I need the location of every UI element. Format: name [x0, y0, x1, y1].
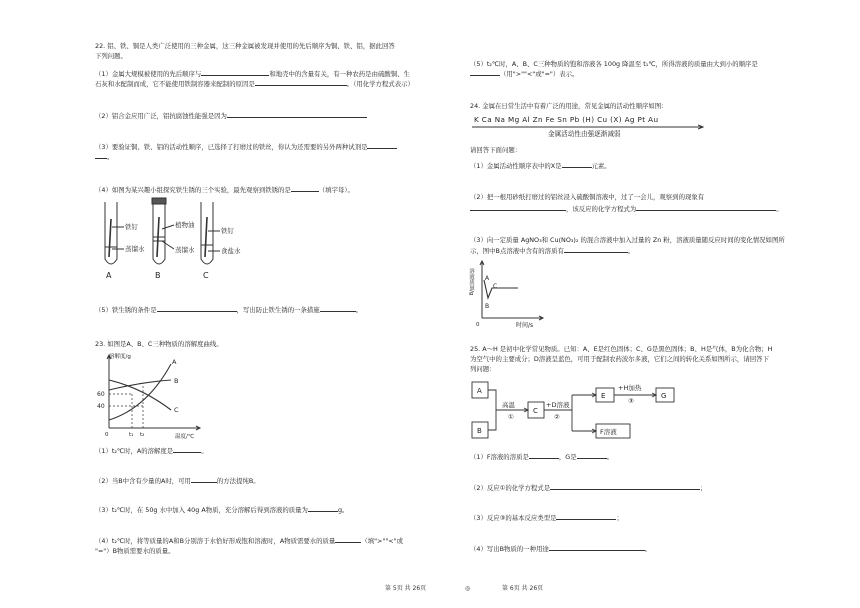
label-oil-b: 植物油	[175, 221, 195, 229]
tick-40: 40	[97, 403, 105, 410]
graph-origin: 0	[476, 322, 480, 328]
page-number-right: 第 6页 共 26页	[502, 585, 544, 592]
graph-xlabel: 时间/s	[516, 322, 534, 329]
activity-series: K Ca Na Mg Al Zn Fe Sn Pb (H) Cu (X) Ag Pt Au	[474, 115, 659, 124]
answer-blank[interactable]	[549, 545, 645, 551]
q25-intro-line1: 25. A～H 是初中化学常见物质。已知：A、E是红色固体；C、G是黑色固体；B、H是气体，B为化合物；H	[470, 345, 773, 353]
tick-origin: 0	[105, 432, 109, 438]
q22-part1-line1: （1）金属大规模被使用的先后顺序与 和地壳中的含量有关，有一种农药是由硫酸铜、生	[95, 70, 410, 78]
label-brine-c: 食盐水	[221, 247, 241, 255]
q22-part2: （2）铝合金应用广泛，铝抗腐蚀性能强是因为	[95, 112, 367, 120]
answer-blank[interactable]	[201, 70, 269, 76]
conversion-diagram	[472, 382, 692, 440]
answer-blank[interactable]	[550, 484, 700, 490]
page-number-left: 第 5页 共 26页	[385, 585, 427, 592]
label-a: A	[106, 271, 112, 280]
label-step2: ②	[554, 413, 560, 421]
answer-blank[interactable]	[173, 447, 201, 453]
curve-label-b: B	[174, 377, 179, 385]
label-water-a: 蒸馏水	[125, 245, 145, 253]
q23-part5-line1: （5）t₂℃时，A、B、C三种物质的饱和溶液各 100g 降温至 t₁℃，所得溶液的质量由大到小的顺序是	[470, 60, 758, 68]
q22-part3-line2: 。	[95, 153, 113, 161]
q23-part1: （1）t₂℃时，A的溶解度是 。	[95, 447, 208, 455]
answer-blank[interactable]	[320, 306, 356, 312]
stopper-b	[152, 198, 166, 204]
q24-part2-line2: ，该反应的化学方程式为 。	[470, 205, 783, 213]
chart-xlabel: 温度/℃	[175, 434, 195, 440]
q24-part3-line2: 示，图中B点溶液中含有的溶质有 。	[470, 247, 635, 255]
node-c: C	[533, 407, 538, 415]
answer-blank[interactable]	[227, 112, 367, 118]
label-plus-d: +D溶液	[546, 401, 570, 409]
answer-blank[interactable]	[470, 205, 566, 211]
mass-time-graph	[470, 258, 550, 328]
graph-ylabel: 溶液质量/g	[468, 268, 474, 296]
node-f: F溶液	[600, 428, 617, 436]
q22-part3-line1: （3）要验证铜、铁、铝的活动性顺序，已选择了打磨过的铁丝，你认为还需要的另外两种试剂是	[95, 143, 397, 151]
q24-part1: （1）金属活动性顺序表中的X是 元素。	[470, 162, 611, 170]
curve-label-c: C	[174, 406, 179, 414]
tick-60: 60	[97, 391, 105, 398]
activity-arrow	[470, 125, 710, 141]
q22-part4: （4）如图为某兴趣小组探究铁生锈的三个实验，最先观察到铁锈的是 （填字母）。	[95, 186, 354, 194]
label-step1: ①	[508, 413, 514, 421]
q25-intro-line3: 列问题：	[470, 365, 496, 373]
label-plus-h: +H加热	[618, 384, 642, 392]
answer-blank[interactable]	[367, 143, 397, 149]
answer-blank[interactable]	[636, 205, 776, 211]
answer-blank[interactable]	[308, 506, 338, 512]
answer-blank[interactable]	[191, 477, 217, 483]
answer-blank[interactable]	[577, 453, 607, 459]
point-c: C	[493, 283, 498, 290]
label-b: B	[155, 271, 161, 280]
activity-arrow-label: 金属活动性由强逐渐减弱	[548, 130, 621, 138]
q23-part5-line2: （用">""<"或"="）表示。	[470, 70, 578, 78]
q22-part5: （5）铁生锈的条件是 ，写出防止铁生锈的一条措施 。	[95, 306, 363, 314]
q23-part4-line1: （4）t₂℃时，将等质量的A和B分别溶于水恰好形成饱和溶液时，A物质需要水的质量 （填">""<"或	[95, 537, 403, 545]
answer-blank[interactable]	[335, 537, 361, 543]
q25-part1: （1）F溶液的溶质是 ，G是 。	[470, 453, 613, 461]
solubility-chart	[97, 350, 207, 440]
curve-label-a: A	[172, 358, 177, 366]
answer-blank[interactable]	[157, 306, 237, 312]
label-high-temp: 高温	[502, 401, 515, 409]
curve-a	[109, 364, 171, 420]
tick-t2: t₂	[140, 432, 145, 438]
answer-blank[interactable]	[562, 162, 592, 168]
q23-part3: （3）t₂℃时，在 50g 水中加入 40g A物质，充分溶解后得到溶液的质量为 g。	[95, 506, 349, 514]
point-a: A	[485, 275, 490, 282]
answer-blank[interactable]	[291, 186, 319, 192]
q24-part2-line1: （2）把一根用砂纸打磨过的铝丝浸入硫酸铜溶液中，过了一会儿，观察到的现象有	[470, 193, 705, 201]
q24-intro: 24. 金属在日常生活中有着广泛的用途，常见金属的活动性顺序如图：	[470, 102, 668, 110]
answer-blank[interactable]	[95, 153, 107, 159]
test-tube-figure	[100, 197, 260, 282]
mass-curve	[484, 280, 518, 298]
node-a: A	[477, 387, 482, 395]
label-iron-nail-a: 铁钉	[125, 223, 138, 231]
label-iron-nail-c: 铁钉	[221, 227, 234, 235]
node-e: E	[601, 392, 606, 400]
q23-part2: （2）当B中含有少量的A时，可用 的方法提纯B。	[95, 477, 260, 485]
answer-blank[interactable]	[556, 514, 616, 520]
q25-part2: （2）反应①的化学方程式是 ；	[470, 484, 707, 492]
curve-b	[109, 380, 171, 390]
point-b: B	[485, 303, 490, 310]
label-c: C	[203, 271, 209, 280]
nail-b	[157, 217, 159, 257]
chart-ylabel: 溶解度/g	[109, 354, 131, 360]
answer-blank[interactable]	[255, 80, 347, 86]
label-water-b: 蒸馏水	[175, 246, 195, 254]
q25-part3: （3）反应③的基本反应类型是 ；	[470, 514, 623, 522]
page-divider-mark: ◎	[465, 585, 471, 592]
node-b: B	[477, 427, 482, 435]
label-step3: ③	[628, 397, 634, 405]
tick-t1: t₁	[129, 432, 134, 438]
q24-part3-line1: （3）向一定质量 AgNO₃和 Cu(NO₃)₂ 的混合溶液中加入过量的 Zn 粉，溶液质量随反应时间的变化情况如图所	[470, 236, 785, 244]
node-g: G	[661, 392, 667, 400]
curve-c	[109, 380, 171, 410]
answer-blank[interactable]	[529, 453, 559, 459]
q24-prompt: 请回答下面问题：	[470, 146, 522, 154]
q22-intro-line2: 下列问题。	[95, 52, 127, 60]
q22-intro-line1: 22. 铝、铁、铜是人类广泛使用的三种金属，这三种金属被发现并使用的先后顺序为铜、铁、铝，据此回答	[95, 42, 395, 50]
q23-part4-line2: "="）B物质需要水的质量。	[95, 547, 175, 555]
q23-intro: 23. 如图是A、B、C三种物质的溶解度曲线。	[95, 340, 223, 348]
answer-blank[interactable]	[470, 70, 500, 76]
q22-part1-line2: 石灰和水配制而成，它不能使用铁制容器来配制的原因是 。（用化学方程式表示）	[95, 80, 414, 88]
q25-intro-line2: 为空气中的主要成分；D溶液呈蓝色，可用于配制农药波尔多液，它们之间的转化关系如图所示，请回答下	[470, 355, 769, 363]
nail-c	[205, 217, 207, 257]
nail-a	[109, 219, 111, 257]
answer-blank[interactable]	[564, 247, 628, 253]
q25-part4: （4）写出B物质的一种用途 。	[470, 545, 652, 553]
